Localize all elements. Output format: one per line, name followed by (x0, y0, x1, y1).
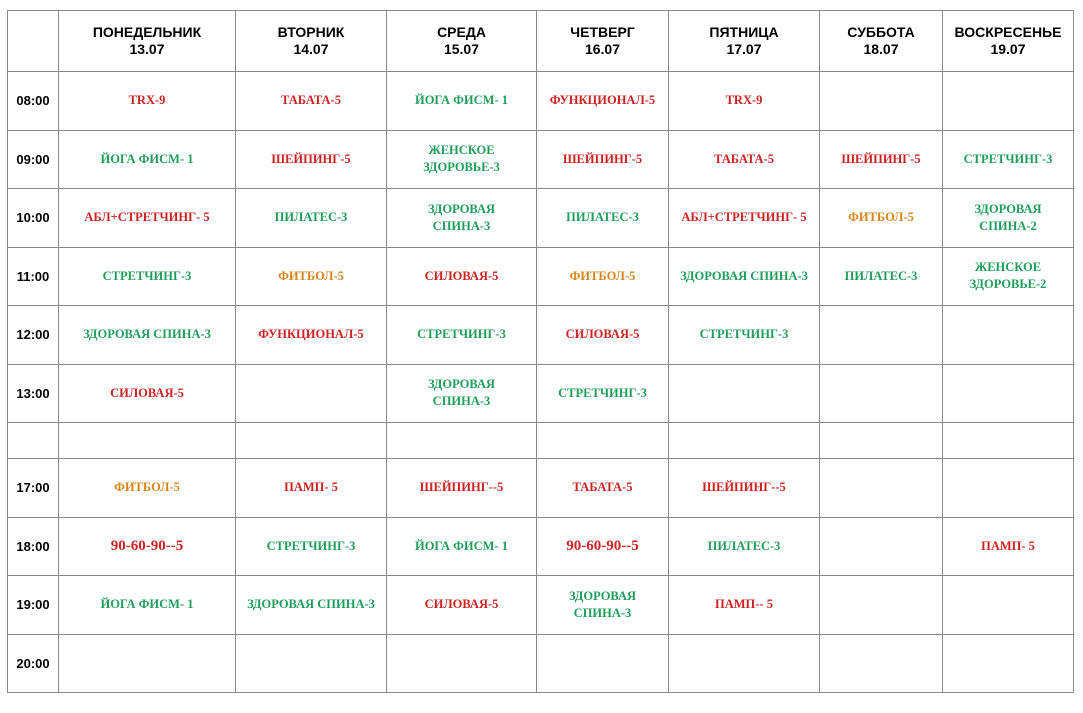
class-slot (387, 576, 537, 635)
empty-slot (943, 306, 1074, 365)
header-row (8, 11, 1074, 72)
empty-slot (820, 576, 943, 635)
class-name-line: ЖЕНСКОЕ (974, 260, 1042, 275)
time-label (8, 423, 59, 459)
day-name: ЧЕТВЕРГ (570, 24, 635, 40)
class-name: ПАМП- 5 (284, 480, 338, 495)
class-slot (537, 306, 669, 365)
class-name-line: ЗДОРОВАЯ (568, 588, 637, 603)
class-name: ШЕЙПИНГ-5 (271, 151, 351, 166)
empty-slot (943, 459, 1074, 518)
class-slot (59, 517, 236, 576)
day-name: ПОНЕДЕЛЬНИК (92, 24, 202, 40)
time-label: 10:00 (8, 189, 59, 248)
empty-slot (820, 634, 943, 693)
class-slot (943, 130, 1074, 189)
empty-slot (820, 459, 943, 518)
corner-cell (8, 11, 59, 72)
class-name: ПАМП-- 5 (715, 597, 773, 612)
time-slot-row (8, 306, 1074, 365)
empty-slot (236, 634, 387, 693)
class-slot (820, 247, 943, 306)
class-slot (387, 459, 537, 518)
class-slot (59, 364, 236, 423)
class-name: TRX-9 (128, 93, 166, 108)
class-name: ТАБАТА-5 (281, 93, 341, 108)
time-slot-row (8, 576, 1074, 635)
class-name: ФУНКЦИОНАЛ-5 (549, 93, 656, 108)
day-name: ПЯТНИЦА (709, 24, 779, 40)
class-name: ПИЛАТЕС-3 (707, 538, 781, 553)
time-label: 09:00 (8, 130, 59, 189)
schedule-table (7, 10, 1074, 693)
class-name: СИЛОВАЯ-5 (565, 327, 640, 342)
class-slot (236, 189, 387, 248)
class-name: СИЛОВАЯ-5 (110, 385, 184, 400)
class-name: ФИТБОЛ-5 (114, 480, 180, 495)
empty-slot (943, 634, 1074, 693)
empty-slot (669, 364, 820, 423)
empty-slot (943, 576, 1074, 635)
empty-slot (820, 423, 943, 459)
class-name-line: ЗДОРОВАЯ (427, 201, 496, 216)
class-slot (537, 247, 669, 306)
day-name: ВТОРНИК (277, 24, 345, 40)
class-slot (820, 189, 943, 248)
class-name: СТРЕТЧИНГ-3 (699, 327, 789, 342)
class-name: ЙОГА ФИСМ- 1 (100, 151, 194, 166)
day-date: 13.07 (129, 41, 165, 57)
class-name: ЗДОРОВАЯ СПИНА-3 (680, 268, 808, 283)
class-name-line: ЗДОРОВАЯ (974, 201, 1042, 216)
schedule-body (8, 72, 1074, 693)
class-name: ТАБАТА-5 (714, 151, 774, 166)
empty-slot (236, 423, 387, 459)
day-header (943, 11, 1074, 72)
class-slot (236, 576, 387, 635)
class-name: ШЕЙПИНГ--5 (702, 480, 786, 495)
time-slot-row (8, 72, 1074, 131)
class-name: ПИЛАТЕС-3 (566, 210, 639, 225)
day-header (59, 11, 236, 72)
class-slot (537, 189, 669, 248)
empty-slot (820, 306, 943, 365)
empty-slot (236, 364, 387, 423)
day-header (669, 11, 820, 72)
time-slot-row (8, 364, 1074, 423)
class-slot (537, 459, 669, 518)
class-name: ФИТБОЛ-5 (278, 268, 344, 283)
class-name-line: ЖЕНСКОЕ (428, 143, 495, 158)
class-slot (537, 576, 669, 635)
day-name: ВОСКРЕСЕНЬЕ (954, 24, 1062, 40)
class-slot (59, 459, 236, 518)
class-name: ЗДОРОВАЯ СПИНА-3 (247, 597, 375, 612)
class-name: ШЕЙПИНГ-5 (841, 151, 921, 166)
class-slot (669, 72, 820, 131)
class-slot (236, 130, 387, 189)
day-date: 16.07 (584, 41, 621, 57)
class-name: АБЛ+СТРЕТЧИНГ- 5 (84, 210, 210, 225)
day-date: 17.07 (726, 41, 762, 57)
class-slot (59, 306, 236, 365)
class-name: ФУНКЦИОНАЛ-5 (258, 327, 364, 342)
class-name: ТАБАТА-5 (572, 480, 633, 495)
class-slot (669, 189, 820, 248)
class-slot (236, 72, 387, 131)
class-slot (387, 72, 537, 131)
class-name-line: ЗДОРОВАЯ (427, 377, 496, 392)
empty-slot (943, 423, 1074, 459)
class-slot (669, 247, 820, 306)
class-slot (669, 459, 820, 518)
class-name: ПАМП- 5 (981, 538, 1035, 553)
time-slot-row (8, 189, 1074, 248)
class-slot (537, 364, 669, 423)
break-row (8, 423, 1074, 459)
empty-slot (820, 364, 943, 423)
class-name: TRX-9 (725, 93, 763, 108)
class-slot (669, 306, 820, 365)
class-name: СТРЕТЧИНГ-3 (417, 327, 506, 342)
class-slot (387, 130, 537, 189)
class-slot (669, 517, 820, 576)
class-slot (669, 130, 820, 189)
class-slot (59, 576, 236, 635)
class-name: ПИЛАТЕС-3 (274, 210, 348, 225)
empty-slot (669, 423, 820, 459)
class-slot (943, 247, 1074, 306)
class-slot (387, 247, 537, 306)
class-name-line: СПИНА-3 (432, 218, 491, 233)
day-date: 18.07 (863, 41, 899, 57)
class-slot (387, 189, 537, 248)
class-slot (236, 459, 387, 518)
class-slot (59, 189, 236, 248)
empty-slot (669, 634, 820, 693)
time-label: 19:00 (8, 576, 59, 635)
time-slot-row (8, 247, 1074, 306)
class-name-line: ЗДОРОВЬЕ-2 (969, 277, 1047, 292)
empty-slot (820, 517, 943, 576)
time-label: 17:00 (8, 459, 59, 518)
class-slot (537, 517, 669, 576)
time-slot-row (8, 130, 1074, 189)
class-name: СТРЕТЧИНГ-3 (266, 538, 356, 553)
class-name: ФИТБОЛ-5 (569, 268, 636, 283)
class-name: 90-60-90--5 (566, 537, 639, 554)
empty-slot (59, 634, 236, 693)
class-name: ФИТБОЛ-5 (848, 210, 914, 225)
day-header (820, 11, 943, 72)
class-slot (387, 364, 537, 423)
class-name: СТРЕТЧИНГ-3 (963, 151, 1053, 166)
class-name: АБЛ+СТРЕТЧИНГ- 5 (681, 210, 807, 225)
class-slot (59, 247, 236, 306)
class-name: СИЛОВАЯ-5 (424, 597, 499, 612)
empty-slot (537, 634, 669, 693)
class-slot (59, 72, 236, 131)
class-slot (537, 72, 669, 131)
class-slot (669, 576, 820, 635)
day-header (236, 11, 387, 72)
class-name: СТРЕТЧИНГ-3 (558, 385, 647, 400)
class-name: ЙОГА ФИСМ- 1 (414, 93, 508, 108)
day-name: СРЕДА (437, 24, 486, 40)
class-name: 90-60-90--5 (110, 537, 184, 554)
class-slot (236, 517, 387, 576)
class-slot (537, 130, 669, 189)
empty-slot (387, 423, 537, 459)
class-name-line: СПИНА-2 (979, 218, 1037, 233)
empty-slot (820, 72, 943, 131)
class-name-line: СПИНА-3 (432, 394, 491, 409)
class-name: ШЕЙПИНГ--5 (419, 480, 504, 495)
class-slot (943, 189, 1074, 248)
time-label: 18:00 (8, 517, 59, 576)
class-slot (236, 247, 387, 306)
time-label: 20:00 (8, 634, 59, 693)
class-slot (820, 130, 943, 189)
empty-slot (537, 423, 669, 459)
empty-slot (387, 634, 537, 693)
time-label: 12:00 (8, 306, 59, 365)
empty-slot (59, 423, 236, 459)
class-slot (387, 306, 537, 365)
time-label: 13:00 (8, 364, 59, 423)
time-slot-row (8, 634, 1074, 693)
time-slot-row (8, 459, 1074, 518)
class-name: ПИЛАТЕС-3 (844, 268, 918, 283)
time-slot-row (8, 517, 1074, 576)
class-name: СТРЕТЧИНГ-3 (102, 268, 192, 283)
day-header (387, 11, 537, 72)
class-name-line: ЗДОРОВЬЕ-3 (423, 160, 500, 175)
empty-slot (943, 364, 1074, 423)
class-name: ЗДОРОВАЯ СПИНА-3 (83, 327, 211, 342)
empty-slot (943, 72, 1074, 131)
class-slot (59, 130, 236, 189)
class-name-line: СПИНА-3 (573, 605, 632, 620)
class-slot (387, 517, 537, 576)
time-label: 11:00 (8, 247, 59, 306)
day-date: 19.07 (990, 41, 1026, 57)
class-name: ЙОГА ФИСМ- 1 (100, 597, 194, 612)
time-label: 08:00 (8, 72, 59, 131)
class-slot (943, 517, 1074, 576)
day-date: 15.07 (443, 41, 480, 57)
class-name: СИЛОВАЯ-5 (424, 268, 499, 283)
class-name: ЙОГА ФИСМ- 1 (414, 538, 508, 553)
day-header (537, 11, 669, 72)
class-name: ШЕЙПИНГ-5 (562, 151, 643, 166)
day-date: 14.07 (293, 41, 329, 57)
class-slot (236, 306, 387, 365)
day-name: СУББОТА (847, 24, 915, 40)
